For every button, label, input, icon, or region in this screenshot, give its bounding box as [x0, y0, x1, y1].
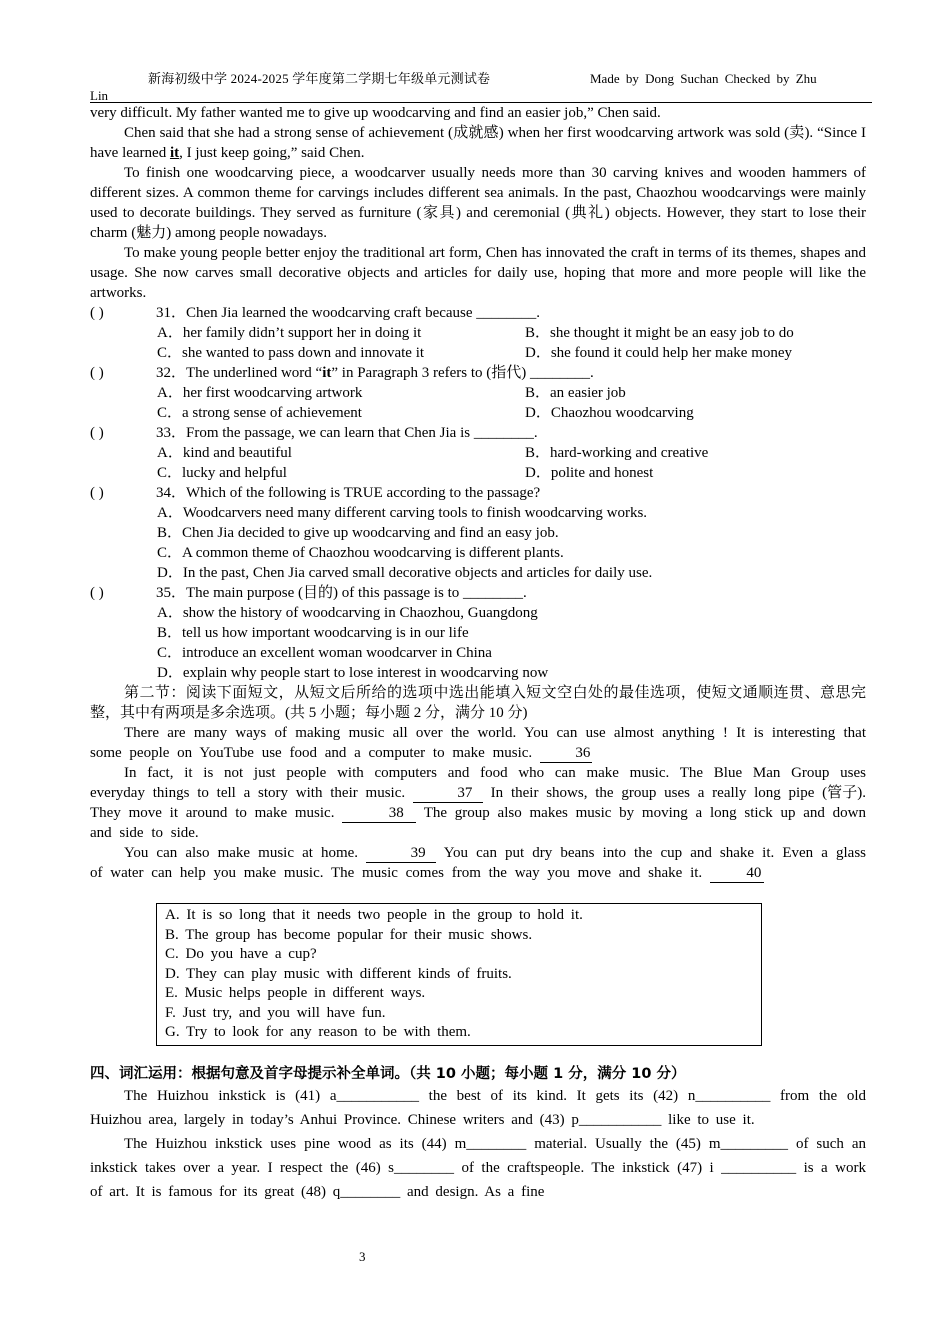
- question-stem: 32．The underlined word “it” in Paragraph 3 refers to (指代) ________.: [156, 365, 594, 381]
- option: C．introduce an excellent woman woodcarver in China: [157, 645, 492, 661]
- option: B．she thought it might be an easy job to do: [525, 325, 794, 341]
- box-option: G. Try to look for any reason to be with them.: [165, 1024, 471, 1040]
- passage-paragraph: You can also make music at home. 39 You can put dry beans into the cup and shake it. Even a glass of water can help you make music. The music comes from the way you move and shake it. 40: [90, 845, 867, 881]
- blank-37[interactable]: 37: [413, 785, 483, 803]
- answer-bracket[interactable]: ( ): [90, 585, 104, 601]
- answer-bracket[interactable]: ( ): [90, 485, 104, 501]
- header-credits: Made by Dong Suchan Checked by Zhu: [590, 71, 817, 86]
- passage-paragraph: very difficult. My father wanted me to give up woodcarving and find an easier job,” Chen said.: [90, 105, 661, 121]
- section2-instructions: 第二节：阅读下面短文，从短文后所给的选项中选出能填入短文空白处的最佳选项，使短文通顺连贯、意思完整，其中有两项是多余选项。(共 5 小题；每小题 2 分，满分 10 分): [90, 685, 866, 721]
- option: D．she found it could help her make money: [525, 345, 793, 361]
- option: B．tell us how important woodcarving is in our life: [157, 625, 469, 641]
- underlined-it: it: [169, 145, 180, 161]
- question-stem: 34．Which of the following is TRUE according to the passage?: [156, 485, 541, 501]
- question-32: [90, 363, 866, 423]
- page-header: [90, 68, 866, 102]
- option: D．In the past, Chen Jia carved small decorative objects and articles for daily use.: [157, 565, 653, 581]
- question-34: [90, 483, 866, 583]
- question-31: [90, 303, 866, 363]
- header-credits-continued: Lin: [90, 88, 109, 103]
- section4-title: 四、词汇运用：根据句意及首字母提示补全单词。（共 10 小题；每小题 1 分，满分 10 分）: [90, 1065, 686, 1082]
- blank-40[interactable]: 40: [710, 865, 764, 883]
- option: D．polite and honest: [525, 465, 654, 481]
- question-33: [90, 423, 866, 483]
- option: B．hard-working and creative: [525, 445, 709, 461]
- exam-page: [90, 68, 866, 1204]
- option: B．Chen Jia decided to give up woodcarving and find an easy job.: [157, 525, 559, 541]
- box-option: C. Do you have a cup?: [165, 946, 317, 962]
- option: D．explain why people start to lose interest in woodcarving now: [157, 665, 549, 681]
- box-option: A. It is so long that it needs two people in the group to hold it.: [165, 907, 583, 923]
- passage-paragraph: To make young people better enjoy the traditional art form, Chen has innovated the craft in terms of its themes, shapes and usage. She now carves small decorative objects and articles for daily use, hoping that more and more people will like the artworks.: [90, 245, 866, 301]
- option: C．A common theme of Chaozhou woodcarving is different plants.: [157, 545, 564, 561]
- cloze-passage: [90, 723, 866, 883]
- question-stem: 35．The main purpose (目的) of this passage is to ________.: [156, 585, 527, 601]
- question-stem: 31．Chen Jia learned the woodcarving craft because ________.: [156, 305, 541, 321]
- box-option: D. They can play music with different kinds of fruits.: [165, 965, 512, 982]
- passage-paragraph: The Huizhou inkstick uses pine wood as its (44) m________ material. Usually the (45) m_________ of such an inkstick takes over a year. I respect the (46) s________ of the craftspeople. The inkstick (47) i __________ is a work of art. It is famous for its great (48) q________ and design. As a fine: [90, 1135, 866, 1200]
- option: B．an easier job: [525, 385, 626, 401]
- blank-38[interactable]: 38: [342, 805, 416, 823]
- question-stem: 33．From the passage, we can learn that Chen Jia is ________.: [156, 425, 538, 441]
- box-option: B. The group has become popular for their music shows.: [165, 926, 533, 943]
- blank-39[interactable]: 39: [366, 845, 436, 863]
- answer-bracket[interactable]: ( ): [90, 305, 104, 321]
- vocabulary-passage: [90, 1084, 866, 1204]
- option: C．lucky and helpful: [157, 465, 287, 481]
- question-35: [90, 583, 866, 683]
- option: C．she wanted to pass down and innovate it: [157, 345, 425, 361]
- option: A．her first woodcarving artwork: [157, 385, 363, 401]
- passage-paragraph: In fact, it is not just people with computers and food who can make music. The Blue Man Group uses everyday things to tell a story with their music. 37 In their shows, the group uses a really long pipe (管子). They move it around to make music. 38 The group also makes music by moving a long stick up and down and side to side.: [90, 765, 866, 841]
- box-option: E. Music helps people in different ways.: [165, 985, 426, 1001]
- answer-bracket[interactable]: ( ): [90, 425, 104, 441]
- box-option: F. Just try, and you will have fun.: [165, 1004, 386, 1021]
- passage-paragraph: The Huizhou inkstick is (41) a___________ the best of its kind. It gets its (42) n__________ from the old Huizhou area, largely in today’s Anhui Province. Chinese writers and (43) p___________ like to use it.: [90, 1087, 866, 1128]
- option: A．her family didn’t support her in doing it: [157, 325, 422, 341]
- option: C．a strong sense of achievement: [157, 405, 362, 421]
- passage-paragraph: There are many ways of making music all over the world. You can use almost anything ! It is interesting that some people on YouTube use food and a computer to make music. 36: [90, 725, 866, 761]
- option: A．kind and beautiful: [157, 445, 292, 461]
- blank-36[interactable]: 36: [540, 745, 592, 763]
- passage-paragraph: Chen said that she had a strong sense of achievement (成就感) when her first woodcarving artwork was sold (卖). “Since I have learned it, I just keep going,” said Chen.: [90, 125, 866, 161]
- passage-paragraph: To finish one woodcarving piece, a woodcarver usually needs more than 30 carving knives and wooden hammers of different sizes. A common theme for carvings includes different sea animals. In the past, Chaozhou woodcarvings were mainly used to decorate buildings. They served as furniture (家具) and ceremonial (典礼) objects. However, they start to lose their charm (魅力) among people nowadays.: [90, 165, 866, 241]
- page-number: 3: [359, 1249, 366, 1264]
- option: A．show the history of woodcarving in Chaozhou, Guangdong: [157, 605, 538, 621]
- answer-bracket[interactable]: ( ): [90, 365, 104, 381]
- options-box: [156, 903, 762, 1046]
- option: D．Chaozhou woodcarving: [525, 405, 694, 421]
- header-school-title: 新海初级中学 2024-2025 学年度第二学期七年级单元测试卷: [148, 71, 491, 86]
- option: A．Woodcarvers need many different carving tools to finish woodcarving works.: [157, 505, 648, 521]
